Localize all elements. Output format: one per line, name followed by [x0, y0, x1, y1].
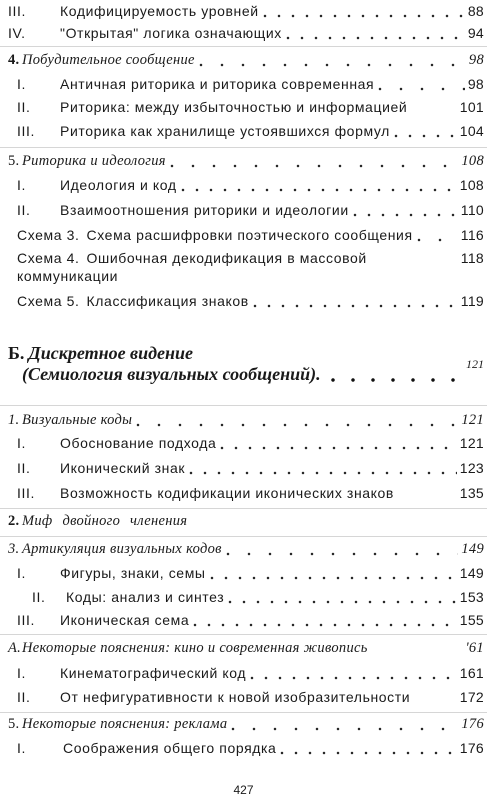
part-page: 121 [466, 357, 484, 371]
schema-label: Схема 3. [17, 227, 80, 243]
entry-page: 176 [459, 740, 484, 756]
leader-dots [180, 175, 457, 195]
entry-page: 88 [467, 3, 484, 19]
part-subheading [22, 362, 462, 386]
leader-dots [219, 433, 456, 453]
toc-entry [0, 97, 484, 117]
entry-number: II. [32, 589, 46, 605]
toc-entry [0, 483, 484, 503]
section-page: 121 [461, 412, 484, 428]
part-letter: Б. [8, 343, 25, 363]
section-divider [0, 405, 487, 406]
toc-entry [0, 458, 484, 478]
section-number: 5. [8, 716, 20, 732]
entry-page: 161 [459, 665, 484, 681]
schema-title: Ошибочная декодификация в массовой [86, 250, 367, 266]
section-page: 98 [468, 52, 484, 68]
entry-title: Фигуры, знаки, семы [60, 565, 206, 581]
toc-entry [0, 610, 484, 630]
entry-page: 121 [459, 435, 484, 451]
entry-page: 104 [459, 123, 484, 139]
section-page: '61 [465, 640, 484, 656]
toc-section-heading [0, 511, 484, 531]
entry-title: Идеология и код [60, 177, 177, 193]
entry-number: III. [17, 123, 35, 139]
page-number: 427 [233, 783, 254, 797]
leader-dots [169, 151, 459, 171]
entry-title: От нефигуративности к новой изобразительности [60, 689, 411, 705]
entry-title: Античная риторика и риторика современная [60, 76, 375, 92]
toc-schema-entry [0, 248, 484, 268]
toc-entry [0, 23, 484, 43]
leader-dots [393, 121, 457, 141]
entry-number: I. [17, 740, 26, 756]
toc-entry [0, 663, 484, 683]
schema-label: Схема 4. [17, 250, 80, 266]
leader-dots [225, 539, 459, 559]
toc-section-heading [0, 50, 484, 70]
entry-number: II. [17, 689, 31, 705]
section-number: 3. [8, 541, 20, 557]
entry-number: I. [17, 565, 26, 581]
leader-dots [188, 458, 457, 478]
schema-page: 119 [460, 293, 484, 309]
entry-page: 153 [459, 589, 484, 605]
leader-dots [249, 663, 457, 683]
schema-title: Классификация знаков [86, 293, 249, 309]
schema-label: Схема 5. [17, 293, 80, 309]
part-subtitle: (Семиология визуальных сообщений). [22, 364, 321, 384]
entry-number: III. [8, 3, 26, 19]
leader-dots [209, 563, 457, 583]
entry-page: 149 [459, 565, 484, 581]
entry-page: 123 [459, 460, 484, 476]
entry-title: Обоснование подхода [60, 435, 217, 451]
toc-entry [0, 587, 484, 607]
entry-title: Иконическая сема [60, 612, 190, 628]
entry-page: 98 [467, 76, 484, 92]
toc-entry [0, 1, 484, 21]
schema-title: Схема расшифровки поэтического сообщения [86, 227, 413, 243]
section-page: 149 [461, 541, 484, 557]
entry-number: III. [17, 485, 35, 501]
entry-title: Риторика: между избыточностью и информацией [60, 99, 408, 115]
section-number: А. [8, 640, 22, 656]
leader-dots [352, 200, 458, 220]
toc-entry [0, 738, 484, 758]
section-divider [0, 46, 487, 47]
section-number: 1. [8, 412, 20, 428]
toc-section-heading [0, 410, 484, 430]
leader-spacer [410, 97, 456, 117]
section-title: Миф двойного членения [22, 513, 188, 529]
entry-number: I. [17, 76, 26, 92]
toc-schema-entry-continuation [0, 266, 484, 286]
entry-page: 172 [459, 689, 484, 705]
part-title: Дискретное видение [28, 343, 194, 363]
toc-section-heading [0, 714, 484, 734]
schema-title-continuation: коммуникации [17, 268, 119, 284]
section-title: Побудительное сообщение [22, 52, 195, 68]
section-page: 108 [461, 153, 484, 169]
toc-entry [0, 175, 484, 195]
entry-title: Иконический знак [60, 460, 186, 476]
leader-spacer [413, 687, 457, 707]
leader-dots [227, 587, 456, 607]
entry-page: 135 [459, 485, 484, 501]
entry-page: 108 [459, 177, 484, 193]
toc-section-heading [0, 151, 484, 171]
entry-number: II. [17, 99, 31, 115]
leader-spacer [371, 638, 463, 658]
section-divider [0, 634, 487, 635]
toc-entry [0, 121, 484, 141]
leader-dots [198, 50, 466, 70]
toc-entry [0, 687, 484, 707]
toc-section-heading [0, 638, 484, 658]
leader-spacer [397, 483, 457, 503]
entry-title: Возможность кодификации иконических знаков [60, 485, 394, 501]
schema-page: 118 [460, 250, 484, 266]
entry-page: 94 [467, 25, 484, 41]
entry-number: II. [17, 460, 31, 476]
leader-spacer [370, 248, 458, 268]
section-title: Риторика и идеология [22, 153, 166, 169]
section-page: 176 [461, 716, 484, 732]
entry-title: "Открытая" логика означающих [60, 25, 282, 41]
section-number: 5. [8, 153, 20, 169]
section-number: 4. [8, 52, 20, 68]
toc-section-heading [0, 539, 484, 559]
entry-title: Соображения общего порядка [63, 740, 277, 756]
section-title: Некоторые пояснения: кино и современная живопись [22, 640, 368, 656]
leader-dots [329, 362, 462, 386]
entry-page: 155 [459, 612, 484, 628]
entry-number: IV. [8, 25, 26, 41]
entry-number: I. [17, 177, 26, 193]
schema-page: 116 [460, 227, 484, 243]
entry-title: Кинематографический код [60, 665, 247, 681]
entry-title: Коды: анализ и синтез [66, 589, 225, 605]
section-title: Визуальные коды [22, 412, 133, 428]
section-divider [0, 712, 487, 713]
entry-title: Кодифицируемость уровней [60, 3, 259, 19]
toc-entry [0, 200, 484, 220]
section-divider [0, 536, 487, 537]
section-title: Некоторые пояснения: реклама [22, 716, 228, 732]
leader-dots [285, 23, 465, 43]
leader-dots [377, 74, 465, 94]
entry-number: III. [17, 612, 35, 628]
entry-page: 101 [459, 99, 484, 115]
toc-entry [0, 74, 484, 94]
leader-dots [230, 714, 458, 734]
entry-number: I. [17, 435, 26, 451]
section-title: Артикуляция визуальных кодов [22, 541, 222, 557]
toc-entry [0, 433, 484, 453]
toc-schema-entry [0, 291, 484, 311]
leader-dots [135, 410, 458, 430]
leader-dots [262, 1, 465, 21]
toc-entry [0, 563, 484, 583]
leader-dots [416, 225, 458, 245]
toc-schema-entry [0, 225, 484, 245]
entry-title: Взаимоотношения риторики и идеологии [60, 202, 349, 218]
section-divider [0, 147, 487, 148]
leader-dots [252, 291, 458, 311]
entry-number: II. [17, 202, 31, 218]
entry-page: 110 [460, 202, 484, 218]
entry-title: Риторика как хранилище устоявшихся формул [60, 123, 390, 139]
section-divider [0, 508, 487, 509]
leader-dots [192, 610, 456, 630]
section-number: 2. [8, 513, 20, 529]
leader-dots [279, 738, 456, 758]
entry-number: I. [17, 665, 26, 681]
